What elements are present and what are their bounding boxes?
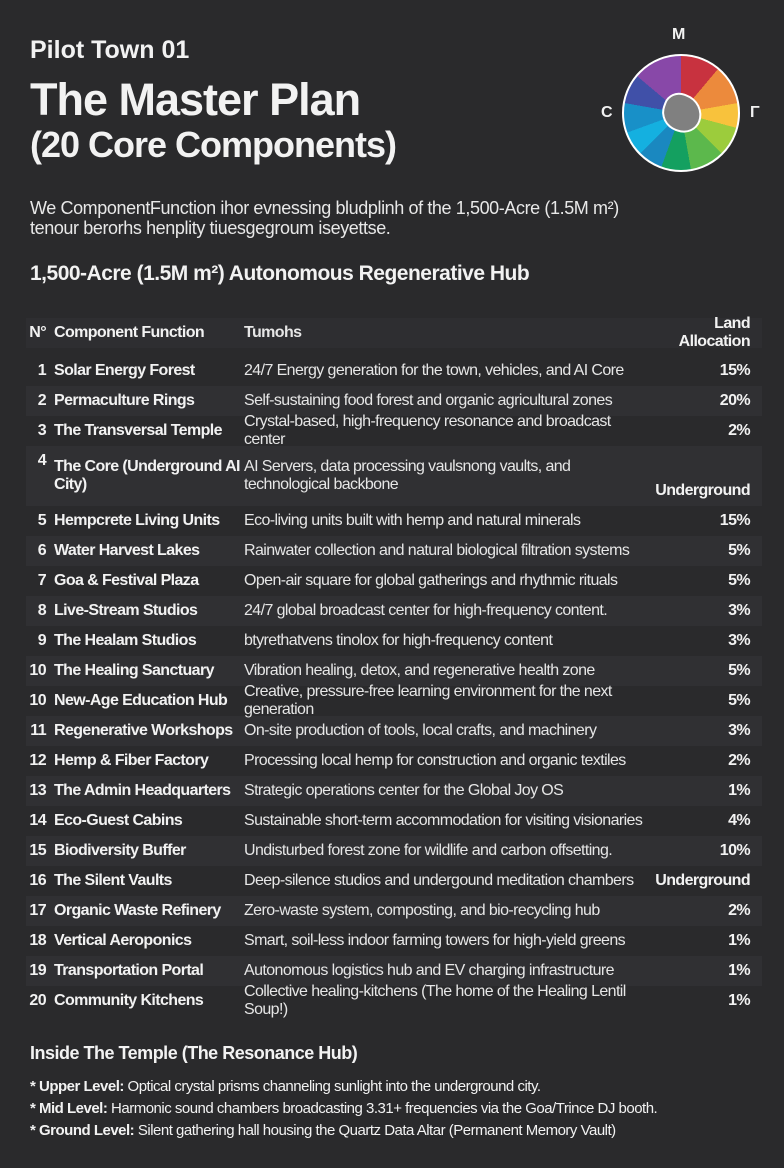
color-wheel-map-icon: [622, 54, 740, 172]
table-row: [26, 836, 762, 866]
row-num: 8: [37, 602, 46, 619]
level-text: Optical crystal prisms channeling sunlight into the underground city.: [123, 1078, 541, 1095]
row-num: 10: [29, 662, 46, 679]
table-row: [26, 596, 762, 626]
level-text: Harmonic sound chambers broadcasting 3.31+ frequencies via the Goa/Trince DJ booth.: [107, 1100, 658, 1117]
row-desc: Creative, pressure-free learning environment for the next generation: [244, 683, 612, 718]
intro-text: [30, 198, 619, 238]
header-num: N°: [29, 324, 46, 341]
row-desc: Open-air square for global gatherings and rhythmic rituals: [244, 572, 618, 589]
table-row: [26, 356, 762, 386]
row-alloc: 15%: [719, 512, 750, 529]
row-desc: btyrethatvens tinolox for high-frequency content: [244, 632, 553, 649]
row-alloc: Underground: [655, 482, 750, 499]
subtitle: Pilot Town 01: [30, 36, 190, 64]
row-name: New-Age Education Hub: [54, 692, 228, 709]
row-alloc: 2%: [728, 422, 750, 439]
row-desc: Eco-living units built with hemp and natural minerals: [244, 512, 581, 529]
row-alloc: 20%: [719, 392, 750, 409]
row-alloc: 15%: [719, 362, 750, 379]
row-desc: Self-sustaining food forest and organic agricultural zones: [244, 392, 613, 409]
row-alloc: 5%: [728, 542, 750, 559]
table-row: [26, 566, 762, 596]
page-title-line2: (20 Core Components): [30, 124, 397, 165]
level-item: [30, 1076, 657, 1098]
level-label: * Ground Level:: [30, 1122, 135, 1139]
row-desc: Strategic operations center for the Global Joy OS: [244, 782, 564, 799]
wheel-label-left: C: [601, 104, 613, 121]
table-row: [26, 983, 762, 1018]
table-header: [26, 315, 762, 350]
table-row: [26, 626, 762, 656]
row-desc: Processing local hemp for construction and organic textiles: [244, 752, 626, 769]
row-alloc: 3%: [728, 602, 750, 619]
table-row: [26, 956, 762, 986]
table-row: [26, 896, 762, 926]
row-alloc: 5%: [728, 572, 750, 589]
row-name: The Transversal Temple: [54, 422, 222, 439]
components-table: [26, 315, 762, 1018]
row-num: 10: [29, 692, 46, 709]
row-num: 3: [37, 422, 46, 439]
table-row: [26, 413, 762, 448]
row-desc: Crystal-based, high-frequency resonance and broadcast center: [244, 413, 611, 448]
row-name: Hemp & Fiber Factory: [54, 752, 209, 769]
row-name: The Silent Vaults: [54, 872, 172, 889]
level-label: * Upper Level:: [30, 1078, 124, 1095]
row-name: Biodiversity Buffer: [54, 842, 186, 859]
row-name: The Healam Studios: [54, 632, 197, 649]
level-item: [30, 1120, 657, 1142]
row-name: Solar Energy Forest: [54, 362, 195, 379]
table-row: [26, 656, 762, 686]
table-row: [26, 776, 762, 806]
row-desc: 24/7 Energy generation for the town, vehicles, and AI Core: [244, 362, 624, 379]
row-desc: Deep-silence studios and undergound meditation chambers: [244, 872, 634, 889]
wheel-label-top: M: [672, 26, 686, 43]
row-num: 17: [29, 902, 46, 919]
row-desc: Autonomous logistics hub and EV charging infrastructure: [244, 962, 614, 979]
wheel-label-right: Γ: [750, 104, 760, 121]
row-alloc: 1%: [728, 932, 750, 949]
table-row: [26, 746, 762, 776]
table-row: [26, 386, 762, 416]
row-alloc: Underground: [655, 872, 750, 889]
row-alloc: 10%: [719, 842, 750, 859]
table-row: [26, 806, 762, 836]
row-desc: Smart, soil-less indoor farming towers for high-yield greens: [244, 932, 626, 949]
row-desc: Rainwater collection and natural biological filtration systems: [244, 542, 630, 559]
row-desc: Vibration healing, detox, and regenerative health zone: [244, 662, 595, 679]
row-desc: Undisturbed forest zone for wildlife and carbon offsetting.: [244, 842, 613, 859]
row-num: 6: [37, 542, 46, 559]
row-name: The Admin Headquarters: [54, 782, 231, 799]
row-alloc: 3%: [728, 632, 750, 649]
row-name: Permaculture Rings: [54, 392, 195, 409]
row-num: 7: [37, 572, 46, 589]
header-name: Component Function: [54, 324, 205, 341]
section-title: 1,500-Acre (1.5M m²) Autonomous Regenerative Hub: [30, 262, 530, 285]
level-text: Silent gathering hall housing the Quartz Data Altar (Permanent Memory Vault): [134, 1122, 616, 1139]
row-name: Eco-Guest Cabins: [54, 812, 183, 829]
row-desc: Collective healing-kitchens (The home of the Healing Lentil Soup!): [244, 983, 626, 1018]
row-alloc: 3%: [728, 722, 750, 739]
table-row: [26, 506, 762, 536]
row-num: 11: [30, 722, 46, 739]
row-num: 16: [29, 872, 46, 889]
row-name: Regenerative Workshops: [54, 722, 233, 739]
row-alloc: 1%: [728, 992, 750, 1009]
header-desc: Tumohs: [244, 324, 302, 341]
page-title: The Master Plan: [30, 74, 361, 125]
intro-line: We ComponentFunction ihor evnessing bludplinh of the 1,500-Acre (1.5M m²): [30, 198, 619, 218]
row-num: 19: [29, 962, 46, 979]
row-alloc: 5%: [728, 662, 750, 679]
row-alloc: 1%: [728, 962, 750, 979]
temple-title: Inside The Temple (The Resonance Hub): [30, 1043, 358, 1063]
row-num: 4: [37, 452, 46, 469]
row-alloc: 2%: [728, 752, 750, 769]
row-num: 18: [29, 932, 46, 949]
row-desc: AI Servers, data processing vaulsnong vaults, and technological backbone: [244, 458, 571, 493]
row-num: 13: [29, 782, 46, 799]
row-num: 12: [29, 752, 46, 769]
level-item: [30, 1098, 657, 1120]
row-name: Organic Waste Refinery: [54, 902, 221, 919]
table-row: [26, 683, 762, 718]
row-num: 1: [37, 362, 46, 379]
row-name: Hempcrete Living Units: [54, 512, 220, 529]
row-num: 5: [37, 512, 46, 529]
row-num: 9: [37, 632, 46, 649]
row-alloc: 2%: [728, 902, 750, 919]
table-row: [26, 716, 762, 746]
row-num: 20: [29, 992, 46, 1009]
row-name: Community Kitchens: [54, 992, 204, 1009]
table-row: [26, 446, 762, 506]
table-row: [26, 866, 762, 896]
row-num: 2: [37, 392, 46, 409]
table-row: [26, 926, 762, 956]
row-alloc: 5%: [728, 692, 750, 709]
row-name: The Healing Sanctuary: [54, 662, 214, 679]
row-desc: On-site production of tools, local crafts, and machinery: [244, 722, 597, 739]
row-desc: Sustainable short-term accommodation for visiting visionaries: [244, 812, 643, 829]
row-name: Water Harvest Lakes: [54, 542, 200, 559]
temple-levels-list: [30, 1076, 657, 1142]
row-desc: 24/7 global broadcast center for high-frequency content.: [244, 602, 608, 619]
row-name: Goa & Festival Plaza: [54, 572, 199, 589]
table-row: [26, 536, 762, 566]
row-name: Transportation Portal: [54, 962, 204, 979]
row-name: The Core (Underground AI City): [54, 458, 240, 493]
row-alloc: 1%: [728, 782, 750, 799]
header-alloc: Land Allocation: [678, 315, 750, 350]
row-alloc: 4%: [728, 812, 750, 829]
core-zone-shape: [657, 88, 708, 137]
row-name: Vertical Aeroponics: [54, 932, 192, 949]
row-num: 15: [29, 842, 46, 859]
row-desc: Zero-waste system, composting, and bio-recycling hub: [244, 902, 600, 919]
intro-line: tenour berorhs henplity tiuesgegroum iseyettse.: [30, 218, 391, 238]
row-num: 14: [29, 812, 46, 829]
row-name: Live-Stream Studios: [54, 602, 198, 619]
level-label: * Mid Level:: [30, 1100, 108, 1117]
